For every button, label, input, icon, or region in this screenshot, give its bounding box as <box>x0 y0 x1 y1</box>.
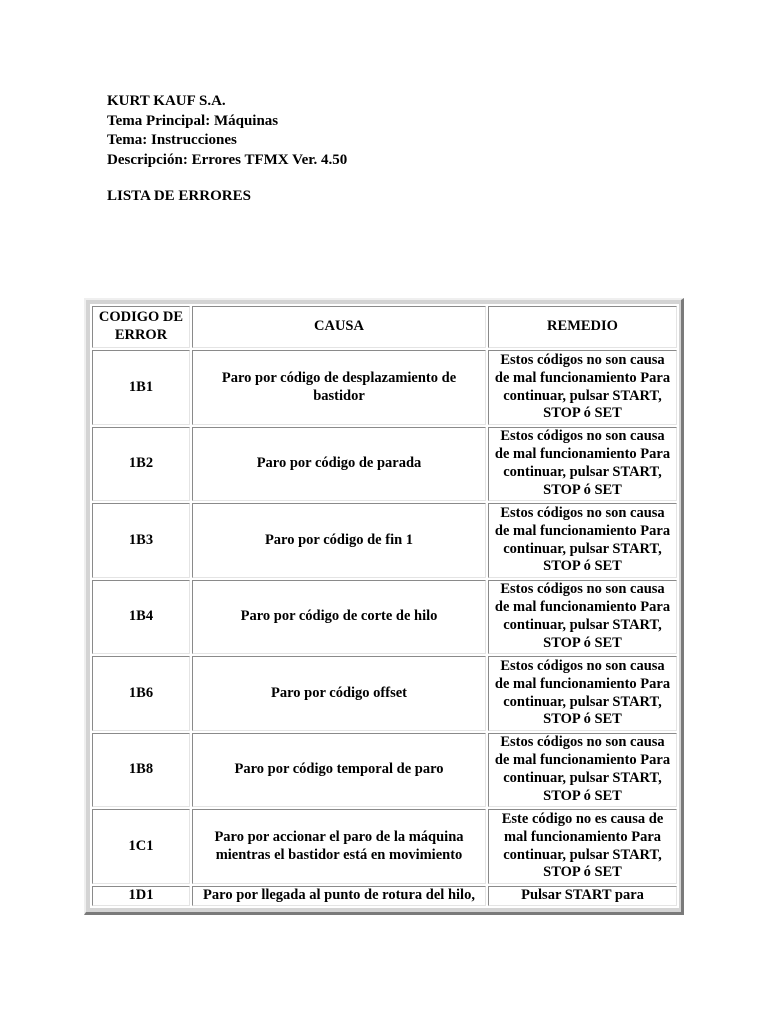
table-row <box>92 503 677 578</box>
main-topic: Tema Principal: Máquinas <box>107 112 279 129</box>
remedy-cell: Estos códigos no son causa de mal funcionamiento Para continuar, pulsar START, STOP ó SET <box>488 733 677 808</box>
description: Descripción: Errores TFMX Ver. 4.50 <box>107 151 348 168</box>
table-row <box>92 886 677 906</box>
cause-cell: Paro por código temporal de paro <box>192 733 486 808</box>
error-code-cell: 1B6 <box>92 656 190 731</box>
cause-cell: Paro por código de desplazamiento de bastidor <box>192 350 486 425</box>
remedy-cell: Pulsar START para <box>488 886 677 906</box>
column-header-cause: CAUSA <box>192 306 486 348</box>
table-row <box>92 733 677 808</box>
company-name: KURT KAUF S.A. <box>107 93 226 109</box>
error-table-container <box>90 304 679 908</box>
column-header-remedy: REMEDIO <box>488 306 677 348</box>
error-code-cell: 1B4 <box>92 580 190 655</box>
remedy-cell: Estos códigos no son causa de mal funcionamiento Para continuar, pulsar START, STOP ó SET <box>488 656 677 731</box>
column-header-code: CODIGO DE ERROR <box>92 306 190 348</box>
cause-cell: Paro por código offset <box>192 656 486 731</box>
error-code-cell: 1B2 <box>92 427 190 502</box>
remedy-cell: Estos códigos no son causa de mal funcionamiento Para continuar, pulsar START, STOP ó SET <box>488 580 677 655</box>
error-table-frame <box>84 298 684 915</box>
cause-cell: Paro por código de parada <box>192 427 486 502</box>
table-row <box>92 427 677 502</box>
remedy-cell: Estos códigos no son causa de mal funcionamiento Para continuar, pulsar START, STOP ó SET <box>488 350 677 425</box>
error-code-cell: 1B8 <box>92 733 190 808</box>
error-code-cell: 1B1 <box>92 350 190 425</box>
remedy-cell: Estos códigos no son causa de mal funcionamiento Para continuar, pulsar START, STOP ó SET <box>488 503 677 578</box>
table-header-row <box>92 306 677 348</box>
cause-cell: Paro por llegada al punto de rotura del hilo, <box>192 886 486 906</box>
table-row <box>92 656 677 731</box>
cause-cell: Paro por accionar el paro de la máquina mientras el bastidor está en movimiento <box>192 809 486 884</box>
cause-cell: Paro por código de corte de hilo <box>192 580 486 655</box>
error-code-cell: 1D1 <box>92 886 190 906</box>
error-table <box>90 304 679 908</box>
topic: Tema: Instrucciones <box>107 132 237 149</box>
cause-cell: Paro por código de fin 1 <box>192 503 486 578</box>
list-title: LISTA DE ERRORES <box>107 188 251 204</box>
error-code-cell: 1B3 <box>92 503 190 578</box>
table-row <box>92 350 677 425</box>
error-code-cell: 1C1 <box>92 809 190 884</box>
table-row <box>92 580 677 655</box>
document-header <box>107 92 347 170</box>
remedy-cell: Estos códigos no son causa de mal funcionamiento Para continuar, pulsar START, STOP ó SET <box>488 427 677 502</box>
table-row <box>92 809 677 884</box>
remedy-cell: Este código no es causa de mal funcionamiento Para continuar, pulsar START, STOP ó SET <box>488 809 677 884</box>
